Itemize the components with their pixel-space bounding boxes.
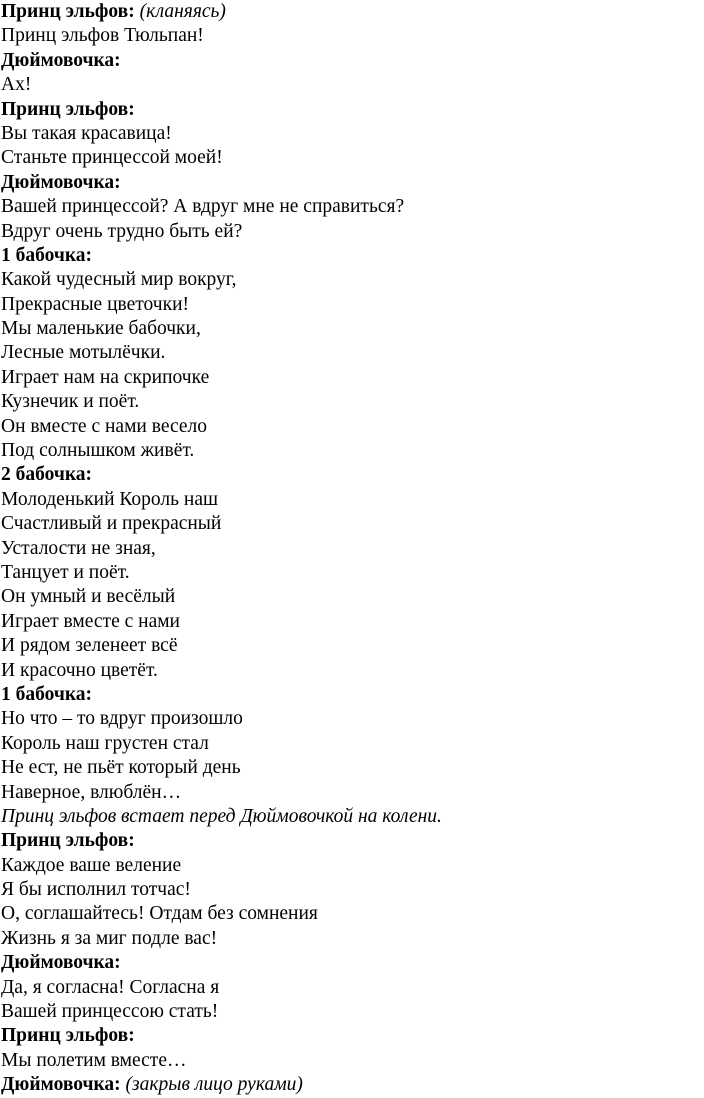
verse-line bbox=[1, 317, 701, 341]
verse-line bbox=[1, 1049, 701, 1073]
verse-text: Усталости не зная, bbox=[1, 537, 156, 559]
verse-text: Играет нам на скрипочке bbox=[1, 366, 210, 388]
verse-line bbox=[1, 902, 701, 926]
speaker-line bbox=[1, 951, 701, 975]
verse-text: Принц эльфов Тюльпан! bbox=[1, 25, 204, 47]
stage-direction-inline: (закрыв лицо руками) bbox=[125, 1074, 303, 1096]
verse-line bbox=[1, 512, 701, 536]
verse-line bbox=[1, 781, 701, 805]
speaker-line bbox=[1, 1024, 701, 1048]
verse-text: Кузнечик и поёт. bbox=[1, 391, 140, 413]
speaker-name: Дюймовочка: bbox=[1, 49, 121, 71]
stage-direction bbox=[1, 805, 701, 829]
verse-line bbox=[1, 488, 701, 512]
verse-text: Но что – то вдруг произошло bbox=[1, 708, 243, 730]
verse-text: Ах! bbox=[1, 74, 32, 96]
verse-text: Счастливый и прекрасный bbox=[1, 513, 222, 535]
verse-line bbox=[1, 146, 701, 170]
verse-text: О, соглашайтесь! Отдам без сомнения bbox=[1, 903, 318, 925]
verse-text: Король наш грустен стал bbox=[1, 732, 209, 754]
verse-line bbox=[1, 439, 701, 463]
speaker-name: 1 бабочка: bbox=[1, 244, 93, 266]
verse-text: Молоденький Король наш bbox=[1, 488, 219, 510]
speaker-line bbox=[1, 49, 701, 73]
verse-line bbox=[1, 854, 701, 878]
speaker-line bbox=[1, 98, 701, 122]
verse-text: Жизнь я за миг подле вас! bbox=[1, 927, 218, 949]
verse-line bbox=[1, 73, 701, 97]
speaker-name: 2 бабочка: bbox=[1, 464, 93, 486]
verse-line bbox=[1, 878, 701, 902]
play-script-text bbox=[1, 0, 701, 1098]
verse-line bbox=[1, 122, 701, 146]
verse-text: И красочно цветёт. bbox=[1, 659, 158, 681]
speaker-name: Дюймовочка: bbox=[1, 952, 121, 974]
verse-text: Наверное, влюблён… bbox=[1, 781, 182, 803]
verse-text: Я бы исполнил тотчас! bbox=[1, 879, 191, 901]
speaker-name: Дюймовочка: bbox=[1, 171, 121, 193]
verse-text: Он вместе с нами весело bbox=[1, 415, 207, 437]
verse-text: Вашей принцессой? А вдруг мне не справиться? bbox=[1, 196, 405, 218]
verse-text: Играет вместе с нами bbox=[1, 610, 180, 632]
speaker-name: Принц эльфов: bbox=[1, 1, 135, 22]
verse-line bbox=[1, 756, 701, 780]
verse-line bbox=[1, 415, 701, 439]
verse-text: Вдруг очень трудно быть ей? bbox=[1, 220, 243, 242]
verse-text: Каждое ваше веление bbox=[1, 854, 182, 876]
verse-text: Прекрасные цветочки! bbox=[1, 293, 189, 315]
speaker-line bbox=[1, 463, 701, 487]
verse-line bbox=[1, 659, 701, 683]
verse-text: Лесные мотылёчки. bbox=[1, 342, 166, 364]
speaker-name: Принц эльфов: bbox=[1, 830, 135, 852]
verse-line bbox=[1, 1000, 701, 1024]
verse-line bbox=[1, 24, 701, 48]
stage-direction-inline: (кланяясь) bbox=[139, 1, 226, 22]
verse-line bbox=[1, 634, 701, 658]
speaker-line bbox=[1, 829, 701, 853]
speaker-name: Принц эльфов: bbox=[1, 98, 135, 120]
verse-line bbox=[1, 976, 701, 1000]
verse-line bbox=[1, 927, 701, 951]
verse-line bbox=[1, 537, 701, 561]
speaker-line bbox=[1, 683, 701, 707]
verse-line bbox=[1, 293, 701, 317]
verse-text: И рядом зеленеет всё bbox=[1, 635, 178, 657]
verse-line bbox=[1, 195, 701, 219]
verse-text: Мы маленькие бабочки, bbox=[1, 318, 201, 340]
verse-text: Он умный и весёлый bbox=[1, 586, 176, 608]
verse-line bbox=[1, 585, 701, 609]
verse-line bbox=[1, 561, 701, 585]
verse-text: Станьте принцессой моей! bbox=[1, 147, 223, 169]
verse-line bbox=[1, 610, 701, 634]
verse-line bbox=[1, 268, 701, 292]
speaker-line bbox=[1, 1073, 701, 1097]
speaker-name: Дюймовочка: bbox=[1, 1074, 121, 1096]
verse-line bbox=[1, 341, 701, 365]
speaker-line bbox=[1, 0, 701, 24]
verse-text: Вашей принцессою стать! bbox=[1, 1001, 219, 1023]
verse-line bbox=[1, 707, 701, 731]
verse-text: Мы полетим вместе… bbox=[1, 1049, 187, 1071]
verse-text: Под солнышком живёт. bbox=[1, 440, 195, 462]
speaker-line bbox=[1, 171, 701, 195]
speaker-name: 1 бабочка: bbox=[1, 683, 93, 705]
stage-direction-text: Принц эльфов встает перед Дюймовочкой на колени. bbox=[1, 805, 442, 827]
verse-line bbox=[1, 366, 701, 390]
verse-text: Не ест, не пьёт который день bbox=[1, 757, 241, 779]
verse-text: Танцует и поёт. bbox=[1, 561, 130, 583]
verse-text: Да, я согласна! Согласна я bbox=[1, 976, 220, 998]
verse-text: Вы такая красавица! bbox=[1, 122, 172, 144]
speaker-line bbox=[1, 244, 701, 268]
speaker-name: Принц эльфов: bbox=[1, 1025, 135, 1047]
verse-line bbox=[1, 390, 701, 414]
verse-line bbox=[1, 732, 701, 756]
verse-line bbox=[1, 220, 701, 244]
verse-text: Какой чудесный мир вокруг, bbox=[1, 269, 237, 291]
